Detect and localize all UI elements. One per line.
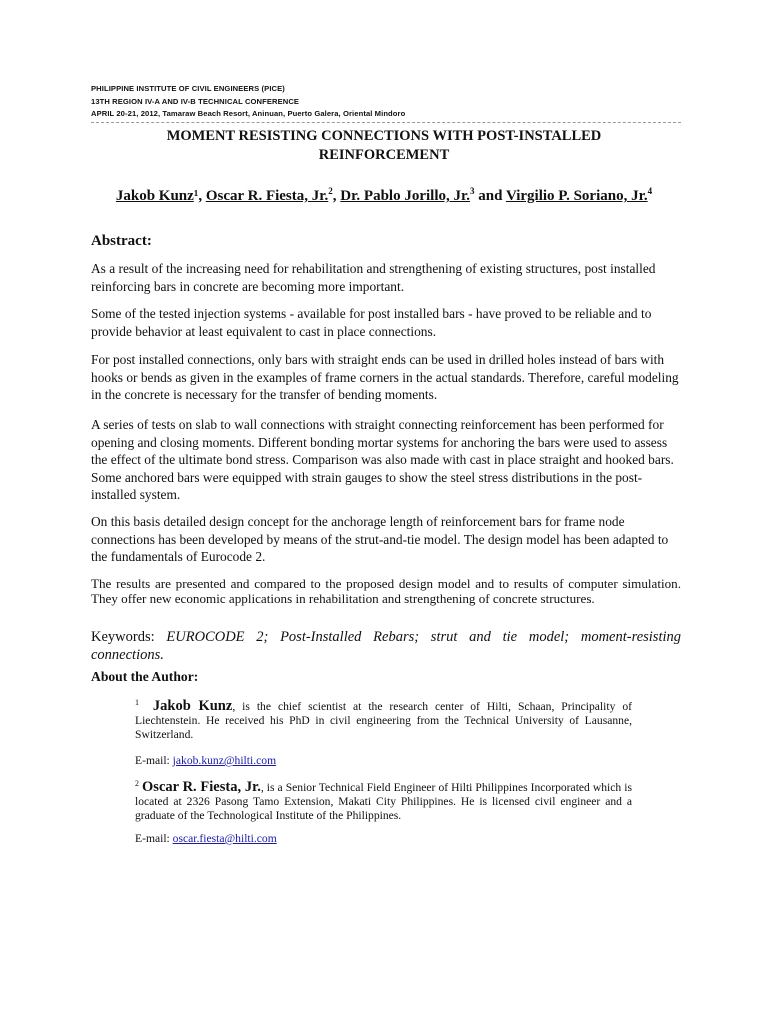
abstract-paragraph-6: The results are presented and compared to the proposed design model and to results of computer simulation. They offer new economic applications in rehabilitation and strengthening of concrete structures.	[91, 576, 681, 607]
abstract-paragraph-2: Some of the tested injection systems - available for post installed bars - have proved to be reliable and to provide behavior at least equivalent to cast in place connections.	[91, 306, 652, 339]
bio-name-2: Oscar R. Fiesta, Jr.	[142, 779, 261, 795]
email-link-1[interactable]: jakob.kunz@hilti.com	[172, 754, 277, 767]
author-name-1: Jakob Kunz	[115, 188, 194, 204]
bio-name-1: Jakob Kunz	[152, 698, 233, 714]
about-author-heading: About the Author:	[91, 669, 199, 684]
author-name-2: Oscar R. Fiesta, Jr.	[205, 188, 329, 204]
author-mark-3: 3	[470, 186, 475, 196]
bio-mark-1: 1	[135, 698, 139, 708]
title-line-1: MOMENT RESISTING CONNECTIONS WITH POST-INSTALLED	[166, 128, 602, 144]
bio-text-1: , is the chief scientist at the research center of Hilti, Schaan, Principality of Liechtenstein. He received his PhD in civil engineering from the Technical University of Lausanne, Switzerland.	[135, 700, 632, 742]
header-divider	[91, 122, 681, 123]
author-name-3: Dr. Pablo Jorillo, Jr.	[340, 188, 471, 204]
conference-org: PHILIPPINE INSTITUTE OF CIVIL ENGINEERS (PICE)	[91, 84, 285, 93]
author-email-2	[135, 832, 277, 845]
conference-venue: APRIL 20-21, 2012, Tamaraw Beach Resort, Aninuan, Puerto Galera, Oriental Mindoro	[91, 109, 406, 118]
author-mark-1: ¹	[193, 188, 199, 204]
email-label-2: E-mail:	[135, 832, 173, 845]
bio-mark-2: 2	[135, 779, 139, 789]
author-email-1	[135, 754, 276, 767]
conference-name: 13TH REGION IV-A AND IV-B TECHNICAL CONFERENCE	[91, 97, 300, 106]
abstract-paragraph-4: A series of tests on slab to wall connections with straight connecting reinforcement has been performed for opening and closing moments. Different bonding mortar systems for anchoring the bars were used to assess the effect of the ultimate bond stress. Comparison was also made with cast in place straight and hooked bars. Some anchored bars were equipped with strain gauges to show the steel stress distributions in the post-installed system.	[91, 417, 674, 503]
abstract-paragraph-5: On this basis detailed design concept for the anchorage length of reinforcement bars for frame node connections has been developed by means of the strut-and-tie model. The design model has been adapted to the fundamentals of Eurocode 2.	[91, 514, 669, 565]
paper-title	[100, 127, 668, 165]
abstract-paragraph-3: For post installed connections, only bars with straight ends can be used in drilled holes instead of bars with hooks or bends as given in the examples of frame corners in the actual standards. Therefore, careful modeling in the concrete is necessary for the transfer of bending moments.	[91, 352, 679, 403]
author-name-4: Virgilio P. Soriano, Jr.	[505, 188, 648, 204]
email-label-1: E-mail:	[135, 754, 173, 767]
email-link-2[interactable]: oscar.fiesta@hilti.com	[172, 832, 277, 845]
bio-text-2: , is a Senior Technical Field Engineer of Hilti Philippines Incorporated which is located at 2326 Pasong Tamo Extension, Makati City Philippines. He is licensed civil engineer and a graduate of the Technological Institute of the Philippines.	[135, 781, 632, 823]
author-mark-4: 4	[647, 186, 653, 196]
keywords	[91, 628, 681, 664]
author-bio-2	[135, 780, 632, 824]
abstract-paragraph-1: As a result of the increasing need for rehabilitation and strengthening of existing structures, post installed reinforcing bars in concrete are becoming more important.	[91, 261, 656, 294]
abstract-heading: Abstract:	[91, 233, 152, 249]
author-bio-1	[135, 699, 632, 743]
author-conjunction: and	[478, 188, 503, 204]
keywords-label: Keywords:	[91, 629, 155, 645]
title-line-2: REINFORCEMENT	[318, 147, 450, 163]
keywords-text: EUROCODE 2; Post-Installed Rebars; strut and tie model; moment-resisting connections.	[91, 629, 682, 663]
author-mark-2: 2	[328, 186, 333, 196]
author-list: Jakob Kunz¹, Oscar R. Fiesta, Jr.$^2$, Dr. Pablo Jorillo, Jr.$^3$ and Virgilio P. Soriano, Jr.$^4$	[115, 186, 653, 204]
